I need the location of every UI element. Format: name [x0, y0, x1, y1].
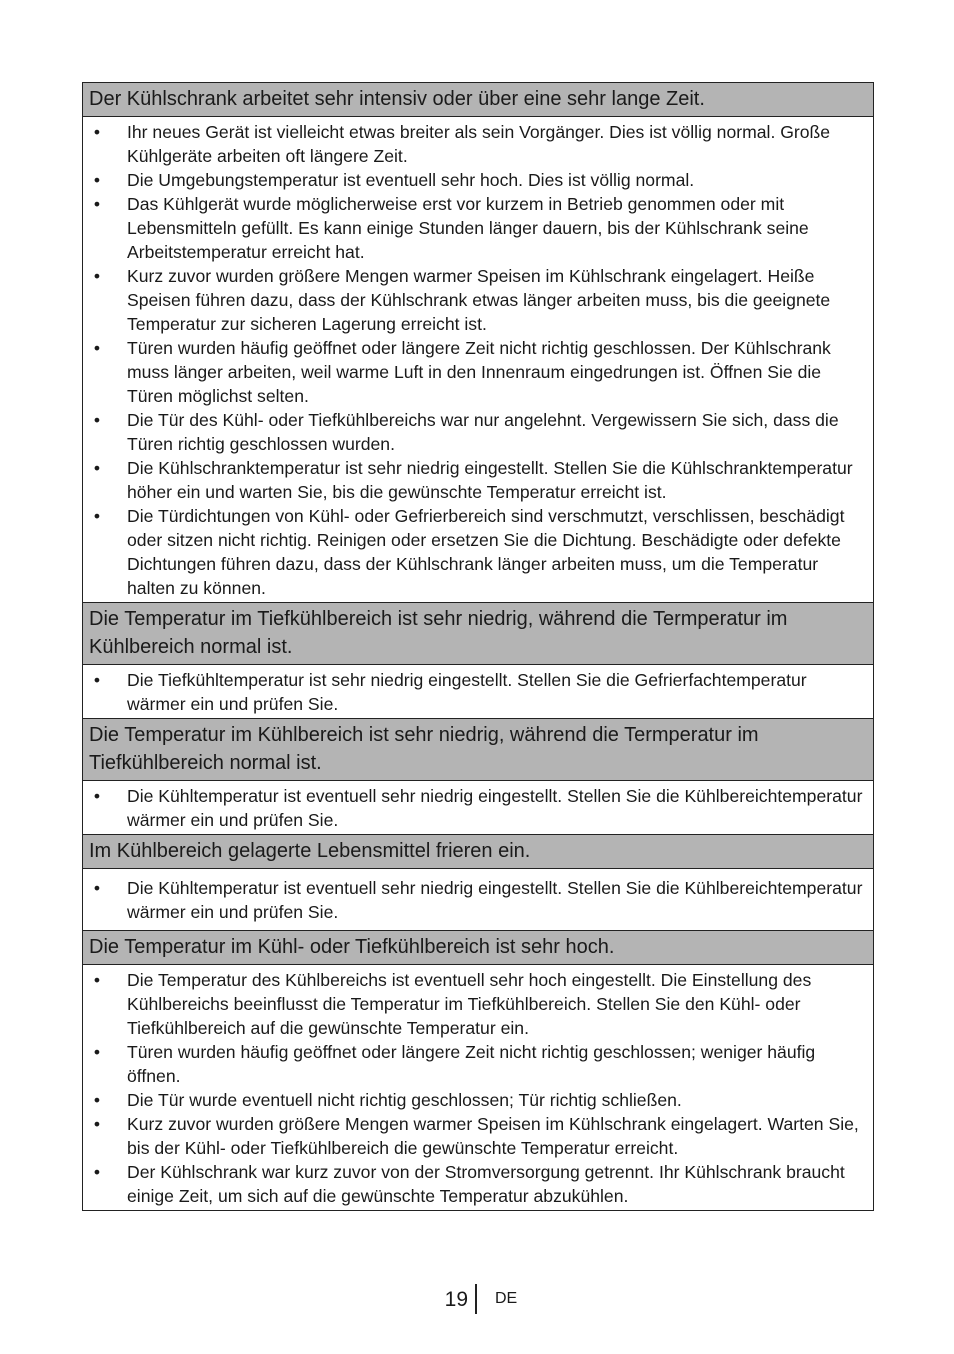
section-heading: Der Kühlschrank arbeitet sehr intensiv oder über eine sehr lange Zeit.	[83, 83, 873, 117]
list-item-text: Die Tür des Kühl- oder Tiefkühlbereichs war nur angelehnt. Vergewissern Sie sich, dass die Türen richtig geschlossen wurden.	[127, 410, 839, 454]
bullet-icon: •	[93, 970, 101, 990]
list-item-text: Die Kühlschranktemperatur ist sehr niedrig eingestellt. Stellen Sie die Kühlschranktemperatur höher ein und warten Sie, bis die gewünschte Temperatur erreicht ist.	[127, 458, 853, 502]
list-item-text: Die Umgebungstemperatur ist eventuell sehr hoch. Dies ist völlig normal.	[127, 170, 695, 190]
list-item	[83, 456, 865, 504]
section-heading: Die Temperatur im Tiefkühlbereich ist sehr niedrig, während die Termperatur im Kühlbereich normal ist.	[83, 603, 873, 665]
list-item	[83, 1160, 865, 1208]
list-item-text: Das Kühlgerät wurde möglicherweise erst vor kurzem in Betrieb genommen oder mit Lebensmitteln gefüllt. Es kann einige Stunden länger dauern, bis der Kühlschrank seine Arbeitstemperatur erreicht hat.	[127, 194, 809, 262]
list-item	[83, 876, 865, 924]
list-item-text: Ihr neues Gerät ist vielleicht etwas breiter als sein Vorgänger. Dies ist völlig normal. Große Kühlgeräte arbeiten oft längere Zeit.	[127, 122, 831, 166]
list-item-text: Kurz zuvor wurden größere Mengen warmer Speisen im Kühlschrank eingelagert. Warten Sie, bis der Kühl- oder Tiefkühlbereich die gewünschte Temperatur erreicht.	[127, 1114, 859, 1158]
bullet-icon: •	[93, 170, 101, 190]
bullet-icon: •	[93, 670, 101, 690]
list-item	[83, 120, 865, 168]
section-heading: Im Kühlbereich gelagerte Lebensmittel frieren ein.	[83, 835, 873, 869]
list-item	[83, 408, 865, 456]
list-item-text: Kurz zuvor wurden größere Mengen warmer Speisen im Kühlschrank eingelagert. Heiße Speisen führen dazu, dass der Kühlschrank etwas länger arbeiten muss, bis die geeignete Temperatur zur sicheren Lagerung erreicht ist.	[127, 266, 831, 334]
list-item	[83, 336, 865, 408]
list-item-text: Die Temperatur des Kühlbereichs ist eventuell sehr hoch eingestellt. Die Einstellung des Kühlbereichs beeinflusst die Temperatur im Tiefkühlbereich. Stellen Sie den Kühl- oder Tiefkühlbereich auf die gewünschte Temperatur ein.	[127, 970, 812, 1038]
list-item	[83, 1112, 865, 1160]
list-item-text: Die Kühltemperatur ist eventuell sehr niedrig eingestellt. Stellen Sie die Kühlbereichtemperatur wärmer ein und prüfen Sie.	[127, 878, 863, 922]
list-item-text: Die Türdichtungen von Kühl- oder Gefrierbereich sind verschmutzt, verschlissen, beschädigt oder sitzen nicht richtig. Reinigen oder ersetzen Sie die Dichtung. Beschädigte oder defekte Dichtungen führen dazu, dass der Kühlschrank länger arbeiten muss, um die Temperatur halten zu können.	[127, 506, 845, 598]
bullet-icon: •	[93, 122, 101, 142]
bullet-icon: •	[93, 878, 101, 898]
section-body	[83, 965, 873, 1211]
list-item-text: Die Kühltemperatur ist eventuell sehr niedrig eingestellt. Stellen Sie die Kühlbereichtemperatur wärmer ein und prüfen Sie.	[127, 786, 863, 830]
bullet-icon: •	[93, 266, 101, 286]
bullet-icon: •	[93, 1042, 101, 1062]
bullet-icon: •	[93, 786, 101, 806]
page-number: 19	[444, 1288, 468, 1311]
list-item	[83, 1040, 865, 1088]
bullet-icon: •	[93, 458, 101, 478]
bullet-icon: •	[93, 506, 101, 526]
section-body	[83, 869, 873, 931]
section-body	[83, 665, 873, 719]
section-body	[83, 117, 873, 603]
list-item	[83, 168, 865, 192]
list-item	[83, 668, 865, 716]
list-item	[83, 264, 865, 336]
footer-divider	[475, 1284, 477, 1314]
list-item-text: Die Tiefkühltemperatur ist sehr niedrig eingestellt. Stellen Sie die Gefrierfachtemperatur wärmer ein und prüfen Sie.	[127, 670, 807, 714]
list-item-text: Türen wurden häufig geöffnet oder längere Zeit nicht richtig geschlossen. Der Kühlschrank muss länger arbeiten, weil warme Luft in den Innenraum eingedrungen ist. Öffnen Sie die Türen möglichst selten.	[127, 338, 831, 406]
section-heading: Die Temperatur im Kühl- oder Tiefkühlbereich ist sehr hoch.	[83, 931, 873, 965]
list-item-text: Der Kühlschrank war kurz zuvor von der Stromversorgung getrennt. Ihr Kühlschrank braucht einige Zeit, um sich auf die gewünschte Temperatur abzukühlen.	[127, 1162, 845, 1206]
list-item	[83, 504, 865, 600]
bullet-icon: •	[93, 410, 101, 430]
language-code: DE	[495, 1290, 518, 1307]
list-item	[83, 784, 865, 832]
bullet-icon: •	[93, 1162, 101, 1182]
list-item-text: Türen wurden häufig geöffnet oder längere Zeit nicht richtig geschlossen; weniger häufig öffnen.	[127, 1042, 816, 1086]
section-heading: Die Temperatur im Kühlbereich ist sehr niedrig, während die Termperatur im Tiefkühlbereich normal ist.	[83, 719, 873, 781]
list-item	[83, 192, 865, 264]
bullet-icon: •	[93, 1114, 101, 1134]
section-body	[83, 781, 873, 835]
list-item	[83, 968, 865, 1040]
bullet-icon: •	[93, 338, 101, 358]
troubleshooting-table	[82, 82, 874, 1211]
bullet-icon: •	[93, 194, 101, 214]
page-footer	[0, 1283, 954, 1317]
bullet-icon: •	[93, 1090, 101, 1110]
list-item-text: Die Tür wurde eventuell nicht richtig geschlossen; Tür richtig schließen.	[127, 1090, 682, 1110]
list-item	[83, 1088, 865, 1112]
